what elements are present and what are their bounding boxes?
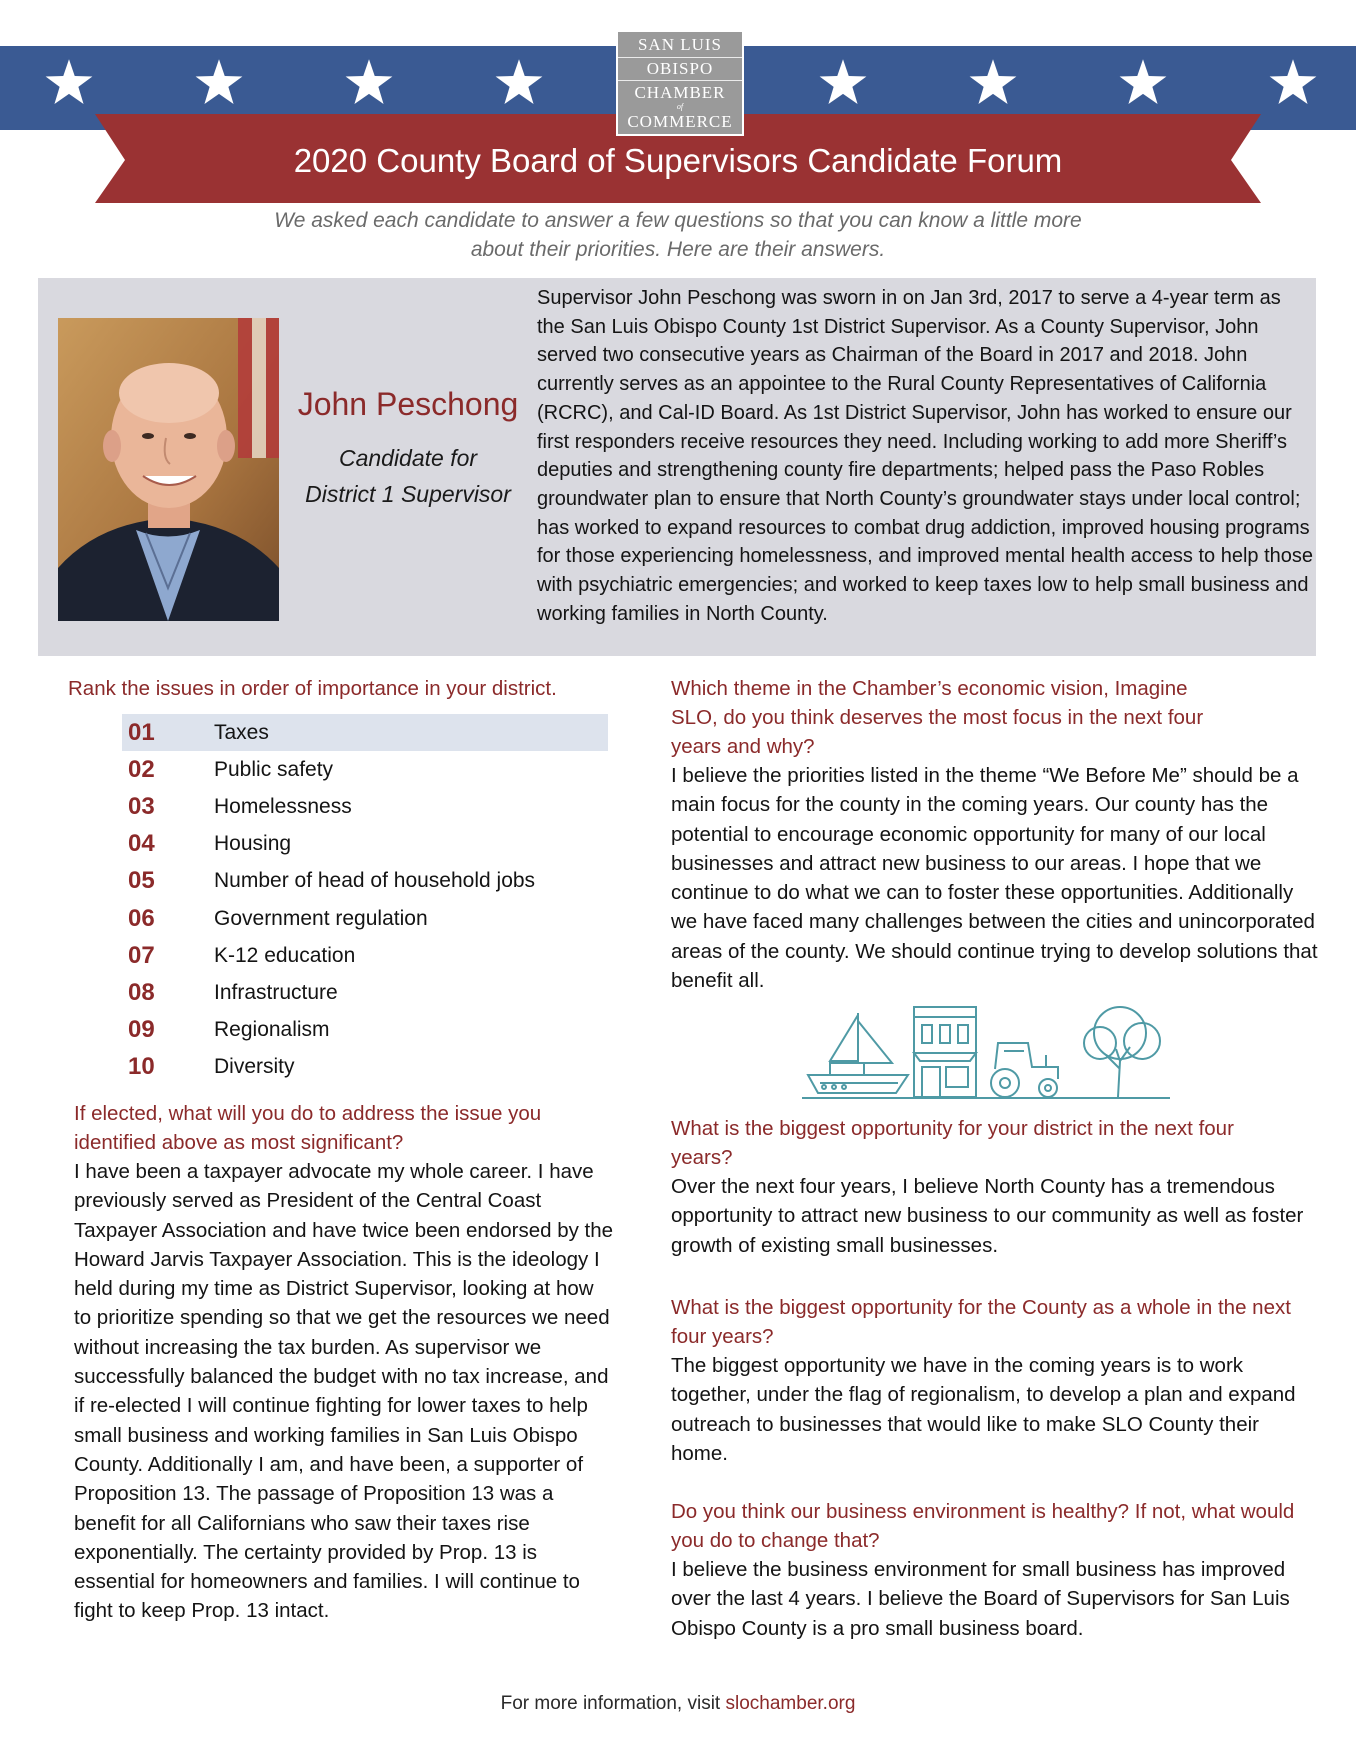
- candidate-bio: Supervisor John Peschong was sworn in on Jan 3rd, 2017 to serve a 4-year term as the San Luis Obispo County 1st District Supervisor. As a County Supervisor, John served two consecutive years as Chairman of the Board in 2017 and 2018. John currently serves as an appointee to the Rural County Representatives of California (RCRC), and Cal-ID Board. As 1st District Supervisor, John has worked to ensure our first responders receive resources they need. Including working to add more Sheriff’s deputies and strengthening county fire departments; helped pass the Paso Robles groundwater plan to ensure that North County’s groundwater stays under local control; has worked to expand resources to combat drug addiction, improved housing programs for those experiencing homelessness, and improved mental health access to help those with psychiatric emergencies; and worked to keep taxes low to help small business and working families in North County.: [537, 287, 1314, 625]
- rank-label: Diversity: [214, 1055, 295, 1079]
- rank-item: [122, 974, 608, 1011]
- rank-question: Rank the issues in order of importance in your district.: [68, 677, 557, 700]
- question-block: [671, 1114, 1321, 1260]
- rank-item: [122, 751, 608, 788]
- question-heading: Which theme in the Chamber’s economic vision, Imagine SLO, do you think deserves the most focus in the next four years and why?: [671, 677, 1204, 758]
- question-heading: If elected, what will you do to address the issue you identified above as most significant?: [74, 1102, 542, 1154]
- rank-label: Infrastructure: [214, 980, 338, 1004]
- logo-text: COMMERCE: [627, 111, 733, 131]
- chamber-logo: [616, 30, 744, 136]
- rank-label: Taxes: [214, 720, 269, 744]
- rank-label: Homelessness: [214, 794, 352, 818]
- intro-text: [200, 206, 1156, 264]
- answer-text: I have been a taxpayer advocate my whole career. I have previously served as President of the Central Coast Taxpayer Association and have twice been endorsed by the Howard Jarvis Taxpayer Association. This is the ideology I held during my time as District Supervisor, looking at how to prioritize spending so that we get the resources we need without increasing the tax burden. As supervisor we successfully balanced the budget with no tax increase, and if re-elected I will continue fighting for lower taxes to help small business and working families in San Luis Obispo County. Additionally I am, and have been, a supporter of Proposition 13. The passage of Proposition 13 was a benefit for all Californians who saw their taxes rise exponentially. The certainty provided by Prop. 13 is essential for homeowners and families. I will continue to fight to keep Prop. 13 intact.: [74, 1160, 614, 1623]
- footer: [0, 1693, 1356, 1715]
- star-icon: [43, 58, 95, 110]
- logo-divider: [618, 57, 742, 58]
- rank-number: 05: [128, 867, 155, 895]
- candidate-name: John Peschong: [297, 386, 519, 422]
- rank-number: 09: [128, 1016, 155, 1044]
- candidate-role: [288, 440, 528, 512]
- candidate-role-line: District 1 Supervisor: [305, 481, 511, 507]
- question-block: [671, 1293, 1321, 1468]
- rank-item: [122, 900, 608, 937]
- candidate-photo: [58, 318, 279, 621]
- tractor-icon: [991, 1043, 1058, 1097]
- storefront-icon: [914, 1007, 976, 1097]
- rank-label: Regionalism: [214, 1018, 330, 1042]
- question-block: [74, 1099, 614, 1626]
- rank-number: 06: [128, 904, 155, 932]
- logo-text: SAN LUIS: [637, 35, 723, 55]
- rank-label: Housing: [214, 832, 292, 856]
- community-illustration: [800, 1003, 1172, 1103]
- star-icon: [1267, 58, 1319, 110]
- question-heading: What is the biggest opportunity for your district in the next four years?: [671, 1117, 1234, 1169]
- star-icon: [343, 58, 395, 110]
- rank-label: K-12 education: [214, 943, 356, 967]
- logo-text: OBISPO: [646, 59, 714, 79]
- question-heading: What is the biggest opportunity for the County as a whole in the next four years?: [671, 1296, 1291, 1348]
- candidate-portrait-icon: [58, 318, 279, 621]
- boat-icon: [808, 1013, 908, 1093]
- rank-number: 02: [128, 755, 155, 783]
- rank-list: [122, 714, 608, 1086]
- star-icon: [493, 58, 545, 110]
- answer-text: Over the next four years, I believe North County has a tremendous opportunity to attract new business to our community as well as foster growth of existing small businesses.: [671, 1175, 1304, 1257]
- rank-label: Number of head of household jobs: [214, 869, 536, 893]
- intro-line: We asked each candidate to answer a few questions so that you can know a little more: [274, 209, 1082, 232]
- rank-item: [122, 788, 608, 825]
- rank-label: Public safety: [214, 757, 334, 781]
- rank-number: 01: [128, 718, 155, 746]
- rank-number: 08: [128, 978, 155, 1006]
- tree-icon: [1084, 1007, 1160, 1097]
- rank-label: Government regulation: [214, 906, 428, 930]
- rank-item: [122, 714, 608, 751]
- question-block: [671, 1497, 1321, 1643]
- candidate-role-line: Candidate for: [338, 445, 478, 471]
- star-icon: [967, 58, 1019, 110]
- rank-number: 03: [128, 792, 155, 820]
- question-heading: Do you think our business environment is healthy? If not, what would you do to change that?: [671, 1500, 1295, 1552]
- rank-item: [122, 826, 608, 863]
- forum-title: 2020 County Board of Supervisors Candidate Forum: [293, 142, 1063, 179]
- rank-number: 10: [128, 1053, 155, 1081]
- star-icon: [193, 58, 245, 110]
- question-block: [671, 674, 1321, 995]
- logo-divider: [618, 80, 742, 81]
- rank-number: 07: [128, 941, 155, 969]
- intro-line: about their priorities. Here are their answers.: [470, 238, 886, 261]
- logo-text: CHAMBER: [634, 82, 726, 102]
- answer-text: The biggest opportunity we have in the coming years is to work together, under the flag of regionalism, to develop a plan and expand outreach to businesses that would like to make SLO County their home.: [671, 1354, 1296, 1465]
- rank-item: [122, 863, 608, 900]
- star-icon: [1117, 58, 1169, 110]
- rank-item: [122, 1012, 608, 1049]
- logo-text: of: [676, 102, 684, 112]
- answer-text: I believe the business environment for small business has improved over the last 4 years. I believe the Board of Supervisors for San Luis Obispo County is a pro small business board.: [671, 1558, 1290, 1640]
- website-link[interactable]: slochamber.org: [725, 1693, 856, 1714]
- rank-item: [122, 1049, 608, 1086]
- star-icon: [817, 58, 869, 110]
- rank-number: 04: [128, 830, 155, 858]
- footer-text: For more information, visit: [500, 1693, 721, 1714]
- rank-item: [122, 937, 608, 974]
- answer-text: I believe the priorities listed in the theme “We Before Me” should be a main focus for the county in the coming years. Our county has the potential to encourage economic opportunity for many of our local businesses and attract new business to our areas. I hope that we continue to do what we can to foster these opportunities. Additionally we have faced many challenges between the cities and unincorporated areas of the county. We should continue trying to develop solutions that benefit all.: [671, 764, 1318, 993]
